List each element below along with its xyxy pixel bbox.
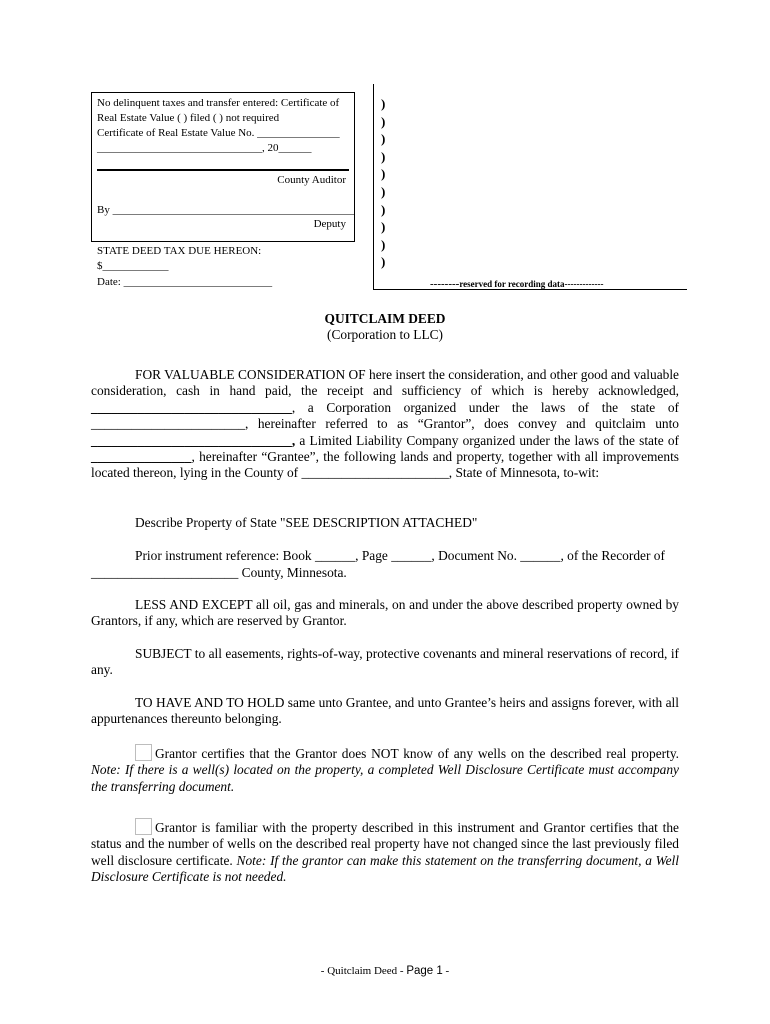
state-tax-label: STATE DEED TAX DUE HEREON: [97,245,262,257]
well-certification-1-text: Grantor certifies that the Grantor does NOT know of any wells on the described real property. [155,746,679,761]
by-line: By ____________________________________________ [97,204,355,216]
footer-label: - Quitclaim Deed - [320,965,407,977]
recording-brackets [381,95,385,271]
well-certification-2-text: Grantor is familiar with the property described in this instrument and Grantor certifies that the status and the number of wells on the described real property have not changed since the last previously filed well disclosure certificate. [91,820,679,868]
footer-end: - [442,965,450,977]
recording-bracket: ) [381,236,386,252]
consideration-intro: FOR VALUABLE CONSIDERATION OF here insert the consideration, and other good and valuable consideration, cash in hand paid, the receipt and sufficiency of which is hereby acknowledged, [91,367,679,399]
prior-instrument-county: ______________________ County, Minnesota. [91,565,347,580]
well-certification-1 [91,744,679,795]
tax-line-4: ______________________________, 20______ [97,142,312,154]
consideration-text-1: , a Corporation organized under the laws of the state of [291,399,679,415]
state-deed-tax [97,244,261,274]
document-subtitle: (Corporation to LLC) [326,327,444,342]
recording-bracket: ) [381,148,386,164]
subject-to-clause: SUBJECT to all easements, rights-of-way, protective covenants and mineral reservations of record, if any. [91,646,679,678]
grantee-state-blank: _______________ [91,449,192,465]
recording-bracket: ) [381,254,386,270]
prior-instrument-text: Prior instrument reference: Book ______, Page ______, Document No. ______, of the Recorder of [135,548,665,563]
recording-area-border [373,84,687,290]
grantee-comma: , [291,432,296,448]
date-field: Date: ___________________________ [97,276,273,288]
recording-bracket: ) [381,201,386,217]
wells-unchanged-checkbox[interactable] [135,818,152,835]
reserved-recording-label [430,278,604,290]
well-certification-1-note: Note: If there is a well(s) located on the property, a completed Well Disclosure Certificate must accompany the transferring document. [91,762,679,794]
habendum-clause: TO HAVE AND TO HOLD same unto Grantee, and unto Grantee’s heirs and assigns forever, with all appurtenances thereunto belonging. [91,695,679,727]
tax-line-1: No delinquent taxes and transfer entered: Certificate of [97,97,340,109]
grantee-name-blank: ______________________________ [91,432,292,448]
page-number: Page 1 [406,965,443,977]
grantor-name-blank: ______________________________ [91,399,292,415]
prior-instrument [91,548,679,564]
recording-bracket: ) [381,166,386,182]
recording-bracket: ) [381,183,386,199]
less-and-except: LESS AND EXCEPT all oil, gas and minerals, on and under the above described property owned by Grantors, if any, which are reserved by Grantor. [91,597,679,629]
reserved-text: reserved for recording data------------- [459,279,604,289]
well-certification-2-note: Note: If the grantor can make this statement on the transferring document, a Well Disclosure Certificate is not needed. [91,852,679,885]
grantor-state-blank: _______________________ [91,416,245,432]
signature-rule [97,169,349,171]
recording-bracket: ) [381,131,386,147]
consideration-text-4: , hereinafter “Grantee”, the following lands and property, together with all improvements located thereon, lying in the County of ______________________, State of Minnesota, to-wit: [91,449,679,481]
tax-line-2: Real Estate Value ( ) filed ( ) not required [97,112,280,124]
wells-none-checkbox[interactable] [135,744,152,761]
consideration-text-2: , hereinafter referred to as “Grantor”, does convey and quitclaim unto [245,416,679,432]
deputy-label: Deputy [313,218,346,230]
document-title: QUITCLAIM DEED [324,311,446,326]
recording-bracket: ) [381,96,386,111]
well-certification-2 [91,818,679,886]
tax-line-3: Certificate of Real Estate Value No. _______________ [97,127,340,139]
reserved-dashes: -------- [430,278,460,290]
property-description: Describe Property of State "SEE DESCRIPTION ATTACHED" [135,515,478,530]
recording-bracket: ) [381,113,386,129]
recording-bracket: ) [381,219,386,235]
state-tax-amount: $____________ [97,260,169,272]
tax-certificate-box [91,92,355,242]
page-footer [0,965,770,977]
consideration-paragraph [91,367,679,482]
county-auditor-label: County Auditor [277,174,346,186]
consideration-text-3: a Limited Liability Company organized under the laws of the state of [295,432,679,448]
